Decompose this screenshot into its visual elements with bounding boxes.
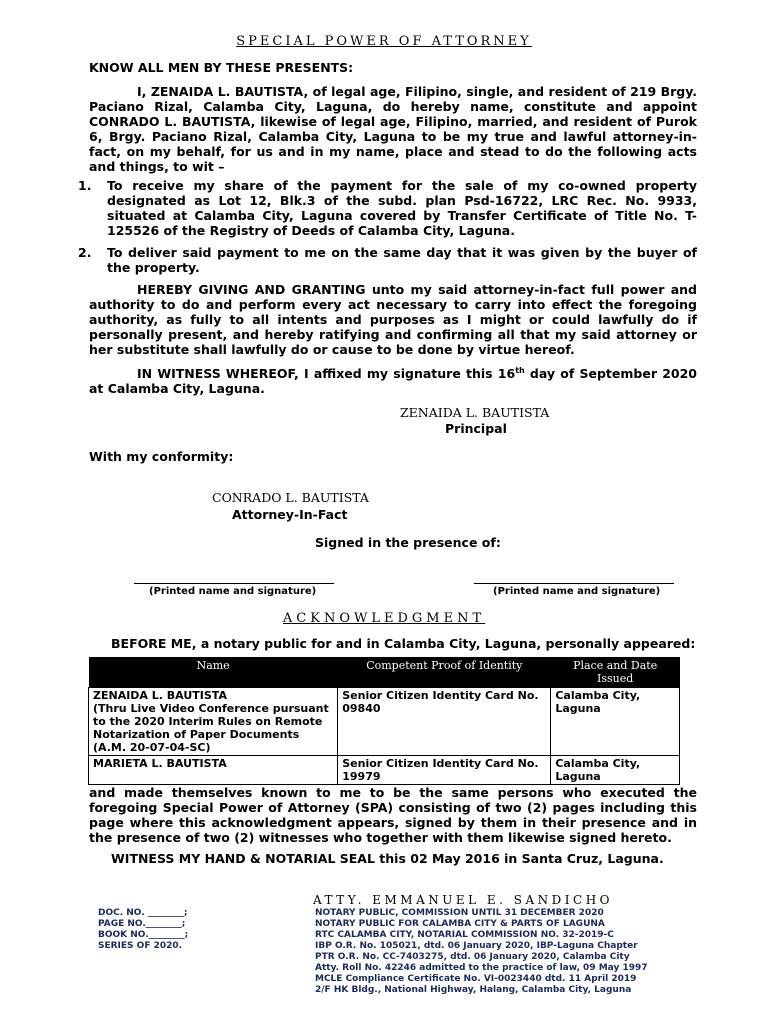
notary-line: MCLE Compliance Certificate No. VI-0023440 dtd. 11 April 2019 xyxy=(315,974,637,984)
list-text: To receive my share of the payment for the sale of my co-owned property designated as Lot 12, Blk.3 of the subd. plan Psd-16722, LRC Rec. No. 9933, situated at Calamba City, Laguna covered by Transfer Certificate of Title No. T-125526 of the Registry of Deeds of Calamba City, Laguna. xyxy=(107,178,697,238)
table-cell-name: MARIETA L. BAUTISTA xyxy=(89,756,338,785)
list-text: To deliver said payment to me on the same day that it was given by the buyer of the property. xyxy=(107,245,697,275)
notary-line: RTC CALAMBA CITY, NOTARIAL COMMISSION NO. 32-2019-C xyxy=(315,930,614,940)
made-known-paragraph: and made themselves known to me to be the same persons who executed the foregoing Special Power of Attorney (SPA) consisting of two (2) pages including this page where this acknowledgment appears, signed by them in their presence and in the presence of two (2) witnesses who together with them likewise signed hereto. xyxy=(89,785,697,845)
notarial-seal-line: WITNESS MY HAND & NOTARIAL SEAL this 02 May 2016 in Santa Cruz, Laguna. xyxy=(111,851,664,866)
doc-line: DOC. NO. ________; xyxy=(98,908,188,918)
witness-superscript: th xyxy=(515,366,525,375)
attorney-role: Attorney-In-Fact xyxy=(232,507,348,522)
presence-label: Signed in the presence of: xyxy=(315,535,501,550)
notary-details-block xyxy=(315,908,648,996)
table-cell-place: Calamba City, Laguna xyxy=(551,756,680,785)
doc-line: BOOK NO.________; xyxy=(98,930,189,940)
witness-text-pre: IN WITNESS WHEREOF, I affixed my signature this 16 xyxy=(137,366,516,382)
list-item-2 xyxy=(78,245,697,275)
intro-paragraph: I, ZENAIDA L. BAUTISTA, of legal age, Filipino, single, and resident of 219 Brgy. Paciano Rizal, Calamba City, Laguna, do hereby name, constitute and appoint CONRADO L. BAUTISTA, likewise of legal age, Filipino, married, and resident of Purok 6, Brgy. Paciano Rizal, Calamba City, Laguna to be my true and lawful attorney-in-fact, on my behalf, for us and in my name, place and stead to do the following acts and things, to wit – xyxy=(89,84,697,174)
table-header-proof: Competent Proof of Identity xyxy=(338,657,551,688)
table-cell-place: Calamba City, Laguna xyxy=(551,688,680,756)
notary-line: Atty. Roll No. 42246 admitted to the practice of law, 09 May 1997 xyxy=(315,963,648,973)
notary-line: PTR O.R. No. CC-7403275, dtd. 06 January 2020, Calamba City xyxy=(315,952,630,962)
table-cell-proof: Senior Citizen Identity Card No. 09840 xyxy=(338,688,551,756)
before-me-line: BEFORE ME, a notary public for and in Calamba City, Laguna, personally appeared: xyxy=(111,636,696,651)
acknowledgment-title: ACKNOWLEDGMENT xyxy=(282,611,486,626)
doc-line: PAGE NO.________; xyxy=(98,919,186,929)
printed-name-right: (Printed name and signature) xyxy=(493,586,661,597)
principal-name: ZENAIDA L. BAUTISTA xyxy=(400,405,550,420)
attorney-name: CONRADO L. BAUTISTA xyxy=(212,490,369,505)
doc-number-block xyxy=(98,908,188,952)
table-header-place: Place and Date Issued xyxy=(551,657,680,688)
doc-line: SERIES OF 2020. xyxy=(98,941,183,951)
appearance-table xyxy=(88,657,680,785)
notary-line: NOTARY PUBLIC, COMMISSION UNTIL 31 DECEMBER 2020 xyxy=(315,908,604,918)
opening-line: KNOW ALL MEN BY THESE PRESENTS: xyxy=(89,60,354,75)
table-header-name: Name xyxy=(89,657,338,688)
granting-paragraph: HEREBY GIVING AND GRANTING unto my said attorney-in-fact full power and authority to do and perform every act necessary to carry into effect the foregoing authority, as fully to all intents and purposes as I might or could lawfully do if personally present, and hereby ratifying and confirming all that my said attorney or her substitute shall lawfully do or cause to be done by virtue hereof. xyxy=(89,282,697,357)
list-item-1 xyxy=(78,178,697,238)
witness-paragraph xyxy=(89,363,697,396)
table-cell-name: ZENAIDA L. BAUTISTA (Thru Live Video Conference pursuant to the 2020 Interim Rules on Remote Notarization of Paper Documents (A.M. 20-07-04-SC) xyxy=(89,688,338,756)
witness-text-post: day of September 2020 at Calamba City, Laguna. xyxy=(89,366,697,397)
table-cell-proof: Senior Citizen Identity Card No. 19979 xyxy=(338,756,551,785)
table-row xyxy=(89,688,680,756)
witness-signature-line-left xyxy=(134,583,334,584)
notary-line: IBP O.R. No. 105021, dtd. 06 January 2020, IBP-Laguna Chapter xyxy=(315,941,638,951)
document-title: SPECIAL POWER OF ATTORNEY xyxy=(236,34,532,49)
table-row xyxy=(89,756,680,785)
printed-name-left: (Printed name and signature) xyxy=(149,586,317,597)
notary-line: 2/F HK Bldg., National Highway, Halang, Calamba City, Laguna xyxy=(315,985,632,995)
notary-line: NOTARY PUBLIC FOR CALAMBA CITY & PARTS OF LAGUNA xyxy=(315,919,605,929)
list-number: 2. xyxy=(78,245,92,260)
conformity-label: With my conformity: xyxy=(89,449,234,464)
notary-name: ATTY. EMMANUEL E. SANDICHO xyxy=(313,893,614,907)
list-number: 1. xyxy=(78,178,92,193)
witness-signature-line-right xyxy=(474,583,674,584)
principal-role: Principal xyxy=(445,421,507,436)
